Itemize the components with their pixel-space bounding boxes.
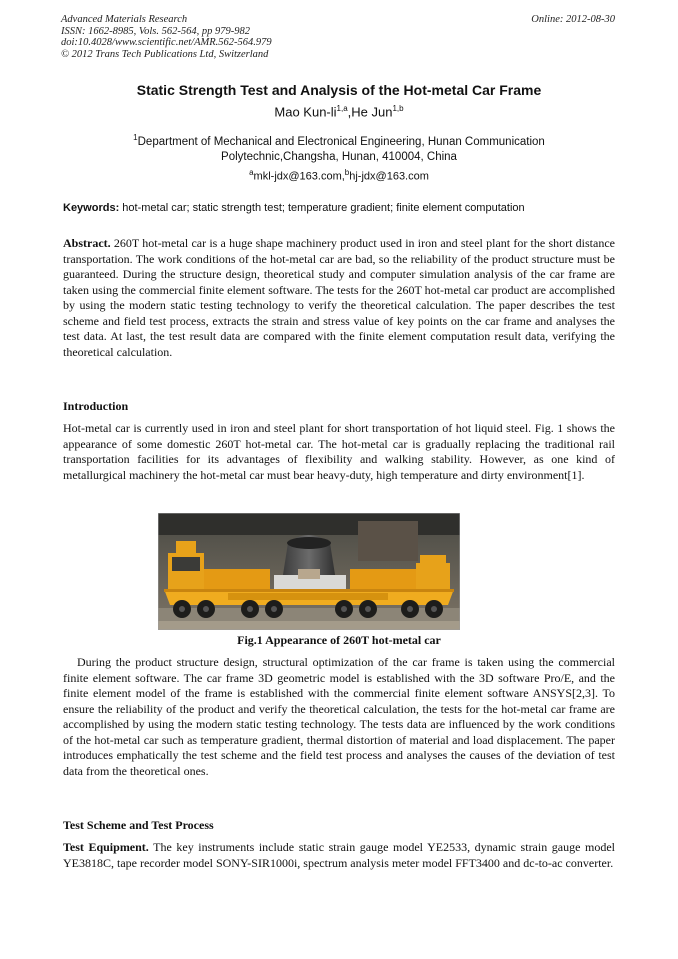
email-b-sup: b <box>344 168 350 177</box>
abstract <box>63 236 615 360</box>
hot-metal-car-image <box>158 513 460 630</box>
keywords-text: hot-metal car; static strength test; temperature gradient; finite element computation <box>119 202 525 214</box>
test-equipment-label: Test Equipment. <box>63 840 149 854</box>
affiliation <box>0 130 678 165</box>
hot-metal-car-figure <box>158 513 460 630</box>
keywords-label: Keywords: <box>63 202 120 214</box>
author-2-sup: 1,b <box>392 104 404 113</box>
abstract-label: Abstract. <box>63 236 111 250</box>
email-a-sup: a <box>249 168 254 177</box>
figure-caption: Fig.1 Appearance of 260T hot-metal car <box>237 633 441 647</box>
abstract-text: 260T hot-metal car is a huge shape machinery product used in iron and steel plant for the short distance transportation. The work conditions of the hot-metal car are bad, so the reliability of the product structure must be guaranteed. During the structure design, theoretical study and computer simulation analysis of the car frame are taken using the commercial finite element software. The tests for the 260T hot-metal car product are accomplished by using the modern static testing technology to verify the theoretical calculation. The paper describes the test scheme and field test process, extracts the strain and stress value of key points on the car frame and analyses the test data. At last, the test result data are compared with the finite element computation result data, verifying the theoretical calculation. <box>63 236 615 359</box>
introduction-heading: Introduction <box>63 399 129 413</box>
author-1: Mao Kun-li <box>274 104 337 120</box>
introduction-paragraph-1: Hot-metal car is currently used in iron and steel plant for short transportation of hot liquid steel. Fig. 1 shows the appearance of some domestic 260T hot-metal car. The hot-metal car is gradually replacing the traditional rail transportation facilities for its advantages of flexibility and walking stability. However, as one kind of metallurgical machinery the hot-metal car must bear heavy-duty, high temperature and dirty environment[1]. <box>63 421 615 482</box>
test-equipment-paragraph <box>63 840 615 871</box>
journal-name: Advanced Materials Research <box>61 14 188 25</box>
introduction-paragraph-2: During the product structure design, structural optimization of the car frame is taken using the commercial finite element software. The car frame 3D geometric model is established with the 3D software Pro/E, and the finite element model of the frame is established with the commercial finite element software ANSYS[2,3]. To ensure the reliability of the product and verify the theoretical calculation, the tests for the hot-metal car frame are accomplished by using the modern static testing technology. The tests data are influenced by the work conditions of the hot-metal car such as temperature gradient, thermal distortion of material and load displacement. The paper introduces emphatically the test scheme and the field test process and analyses the causes of the deviation of test data from the theoretical ones. <box>63 655 615 778</box>
paper-title: Static Strength Test and Analysis of the Hot-metal Car Frame <box>136 82 542 98</box>
affiliation-line-1: Department of Mechanical and Electronical Engineering, Hunan Communication <box>137 135 545 148</box>
author-separator: , <box>347 104 352 120</box>
affiliation-sup: 1 <box>133 133 138 142</box>
test-scheme-heading: Test Scheme and Test Process <box>63 818 214 832</box>
author-line <box>0 104 678 119</box>
journal-header <box>61 14 272 60</box>
email-line <box>0 168 678 183</box>
copyright-line: © 2012 Trans Tech Publications Ltd, Switzerland <box>61 48 269 60</box>
issn-line: ISSN: 1662-8985, Vols. 562-564, pp 979-982 <box>61 25 250 37</box>
affiliation-line-2: Polytechnic,Changsha, Hunan, 410004, China <box>221 150 457 163</box>
doi-line: doi:10.4028/www.scientific.net/AMR.562-564.979 <box>61 37 272 48</box>
email-b: hj-jdx@163.com <box>349 170 429 183</box>
author-2: He Jun <box>351 104 393 120</box>
test-equipment-text: The key instruments include static strain gauge model YE2533, dynamic strain gauge model YE3818C, tape recorder model SONY-SIR1000i, spectrum analysis meter model FFT3400 and dc-to-ac converter. <box>63 840 615 870</box>
email-a: mkl-jdx@163.com, <box>253 170 345 183</box>
keywords <box>63 202 623 214</box>
author-1-sup: 1,a <box>336 104 348 113</box>
online-date: Online: 2012-08-30 <box>531 14 615 25</box>
